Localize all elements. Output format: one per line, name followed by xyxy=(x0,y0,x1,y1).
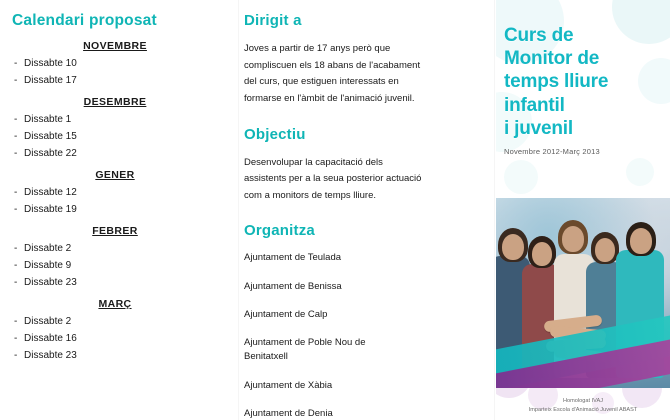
objectiu-text: Desenvolupar la capacitació dels assistents per a la seua posterior actuació com a monitors de temps lliure. xyxy=(244,156,422,201)
person-head xyxy=(595,238,615,262)
bullet-dash-icon: - xyxy=(14,75,18,86)
footer-line-1: Homologat IVAJ xyxy=(562,398,603,405)
dirigit-text: Joves a partir de 17 anys però que compliscuen els 18 abans de l'acabament del curs, que estiguen interessats en formarse en l'àmbit de l'animació juvenil. xyxy=(244,43,421,104)
person-head xyxy=(532,242,552,266)
calendar-day-label: Dissabte 10 xyxy=(24,58,77,69)
calendar-day-label: Dissabte 23 xyxy=(24,350,77,361)
person-head xyxy=(562,226,584,252)
dirigit-heading: Dirigit a xyxy=(244,12,302,29)
person-head xyxy=(502,234,524,260)
cover-title-line-1: Curs de xyxy=(504,25,574,46)
bullet-dash-icon: - xyxy=(14,148,18,159)
cover-title xyxy=(504,24,670,140)
organitza-item: Ajuntament de Xàbia xyxy=(244,379,333,391)
calendar-title: Calendari proposat xyxy=(12,12,157,29)
bullet-dash-icon: - xyxy=(14,114,18,125)
group-photo xyxy=(496,198,670,388)
bullet-dash-icon: - xyxy=(14,277,18,288)
calendar-day-label: Dissabte 17 xyxy=(24,75,77,86)
calendar-day xyxy=(14,333,220,344)
cover-title-line-4: infantil xyxy=(504,94,565,116)
organitza-item: Ajuntament de Benissa xyxy=(244,280,342,292)
calendar-day-label: Dissabte 16 xyxy=(24,333,77,344)
bullet-dash-icon: - xyxy=(14,316,18,327)
month-block xyxy=(10,96,220,159)
month-name: FEBRER xyxy=(92,225,138,237)
fold-line-right xyxy=(494,0,495,420)
month-block xyxy=(10,225,220,288)
bullet-dash-icon: - xyxy=(14,58,18,69)
bullet-dash-icon: - xyxy=(14,333,18,344)
calendar-day-label: Dissabte 2 xyxy=(24,316,72,327)
month-name: GENER xyxy=(95,169,135,181)
calendar-day xyxy=(14,350,220,361)
cover-footer xyxy=(496,397,670,414)
bubble-icon xyxy=(504,160,538,194)
calendar-day xyxy=(14,243,220,254)
cover-title-block xyxy=(504,24,670,156)
calendar-day xyxy=(14,187,220,198)
calendar-day xyxy=(14,316,220,327)
month-block xyxy=(10,169,220,215)
calendar-day-label: Dissabte 1 xyxy=(24,114,72,125)
month-block xyxy=(10,40,220,86)
calendar-day-label: Dissabte 12 xyxy=(24,187,77,198)
objectiu-heading: Objectiu xyxy=(244,125,306,143)
calendar-day-label: Dissabte 9 xyxy=(24,260,72,271)
bullet-dash-icon: - xyxy=(14,187,18,198)
bullet-dash-icon: - xyxy=(14,243,18,254)
bullet-dash-icon: - xyxy=(14,350,18,361)
person-head xyxy=(630,228,652,254)
organitza-heading: Organitza xyxy=(244,222,315,240)
calendar-day-label: Dissabte 2 xyxy=(24,243,72,254)
cover-title-line-2: Monitor de xyxy=(504,48,600,70)
calendar-day xyxy=(14,131,220,142)
footer-line-2: Imparteix Escola d'Animació Juvenil ABAST xyxy=(528,406,638,413)
calendar-day xyxy=(14,277,220,288)
calendar-panel xyxy=(0,0,232,420)
cover-panel xyxy=(496,0,670,420)
calendar-day-label: Dissabte 23 xyxy=(24,277,77,288)
month-name: MARÇ xyxy=(98,298,132,310)
month-name: DESEMBRE xyxy=(83,96,147,108)
cover-subtitle: Novembre 2012-Març 2013 xyxy=(504,146,600,156)
organitza-item: Ajuntament de Teulada xyxy=(244,252,342,264)
calendar-day-label: Dissabte 19 xyxy=(24,204,77,215)
calendar-day xyxy=(14,114,220,125)
calendar-day xyxy=(14,148,220,159)
calendar-day xyxy=(14,260,220,271)
month-list xyxy=(10,40,220,361)
fold-line-left xyxy=(238,0,239,420)
bullet-dash-icon: - xyxy=(14,131,18,142)
cover-title-line-3: temps lliure xyxy=(504,71,609,93)
calendar-day xyxy=(14,204,220,215)
bullet-dash-icon: - xyxy=(14,260,18,271)
organitza-item: Ajuntament de Poble Nou de Benitatxell xyxy=(244,337,366,363)
organitza-item: Ajuntament de Denia xyxy=(244,407,333,419)
calendar-day-label: Dissabte 15 xyxy=(24,131,77,142)
bubble-icon xyxy=(626,158,654,186)
info-panel xyxy=(244,0,496,420)
organitza-item: Ajuntament de Calp xyxy=(244,308,328,320)
calendar-day-label: Dissabte 22 xyxy=(24,148,77,159)
organitza-list xyxy=(244,251,490,420)
cover-title-line-5: i juvenil xyxy=(504,117,573,139)
calendar-day xyxy=(14,58,220,69)
bullet-dash-icon: - xyxy=(14,204,18,215)
month-block xyxy=(10,298,220,361)
month-name: NOVEMBRE xyxy=(83,40,147,52)
calendar-day xyxy=(14,75,220,86)
